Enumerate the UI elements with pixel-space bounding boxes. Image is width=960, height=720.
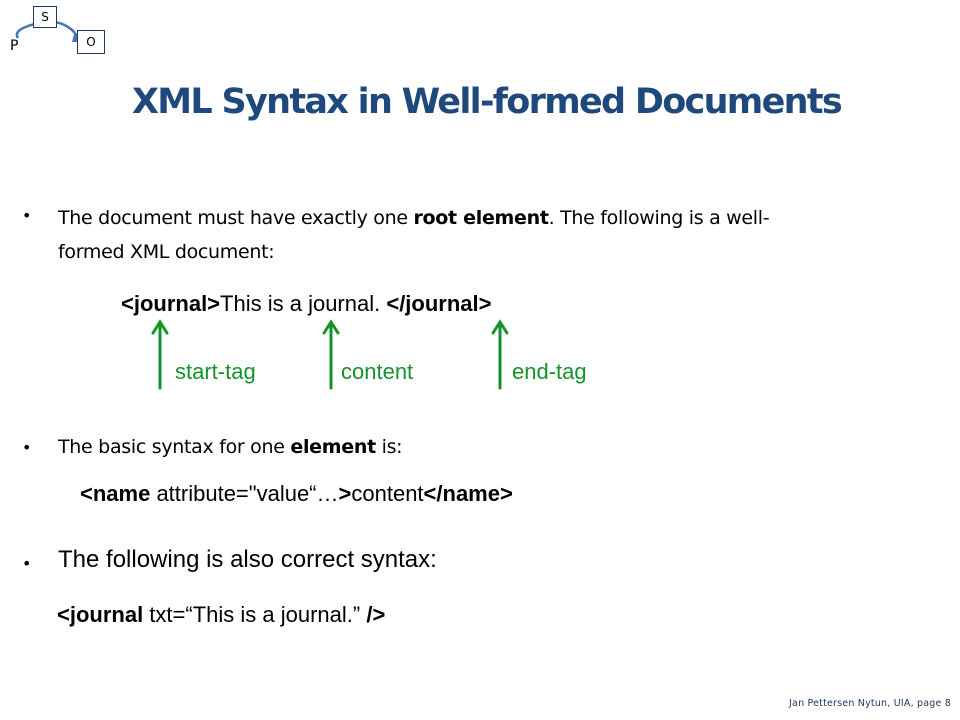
example-2-open-tag: <name (80, 481, 151, 506)
bullet-2-part1: The basic syntax for one (58, 436, 291, 458)
example-1-start-tag: <journal> (121, 291, 221, 316)
example-2-gt: > (338, 481, 352, 506)
content-label: content (341, 359, 414, 384)
logo-o-box (77, 30, 105, 54)
bullet-dot: • (22, 206, 32, 225)
logo-p-label: P (10, 38, 19, 54)
bullet-1-bold: root element (413, 207, 549, 229)
logo-s-box (33, 6, 57, 28)
example-1-content: This is a journal. (220, 291, 387, 316)
example-1-code (121, 291, 492, 317)
example-2-code (80, 481, 513, 507)
logo-s-label: S (41, 10, 49, 24)
bullet-2-text (58, 430, 402, 464)
bullet-2-part2: is: (375, 436, 403, 458)
example-3-open-tag: <journal (57, 602, 144, 627)
start-tag-label: start-tag (175, 359, 256, 384)
example-2-content: content (351, 481, 424, 506)
example-3-close-tag: /> (366, 602, 386, 627)
example-2-close-tag: </name> (423, 481, 513, 506)
end-tag-label: end-tag (512, 359, 587, 384)
bullet-dot: • (22, 438, 32, 457)
bullet-1-line-1 (58, 201, 938, 235)
example-3-code (57, 602, 385, 628)
example-2-attribute: attribute="value“… (150, 481, 339, 506)
bullet-3-text: The following is also correct syntax: (58, 546, 437, 573)
bullet-1-text (58, 201, 938, 269)
footer-credit: Jan Pettersen Nytun, UIA, page 8 (789, 698, 951, 709)
bullet-dot: • (22, 554, 32, 573)
bullet-1-part2: . The following is a well- (548, 207, 770, 229)
spo-logo (0, 0, 110, 60)
bullet-1-line-2: formed XML document: (58, 241, 275, 263)
logo-o-label: O (86, 35, 96, 49)
bullet-2-bold: element (290, 436, 376, 458)
example-1-end-tag: </journal> (386, 291, 492, 316)
slide-title: XML Syntax in Well-formed Documents (132, 82, 841, 122)
bullet-1-part1: The document must have exactly one (58, 207, 414, 229)
example-3-attribute: txt=“This is a journal.” (143, 602, 367, 627)
